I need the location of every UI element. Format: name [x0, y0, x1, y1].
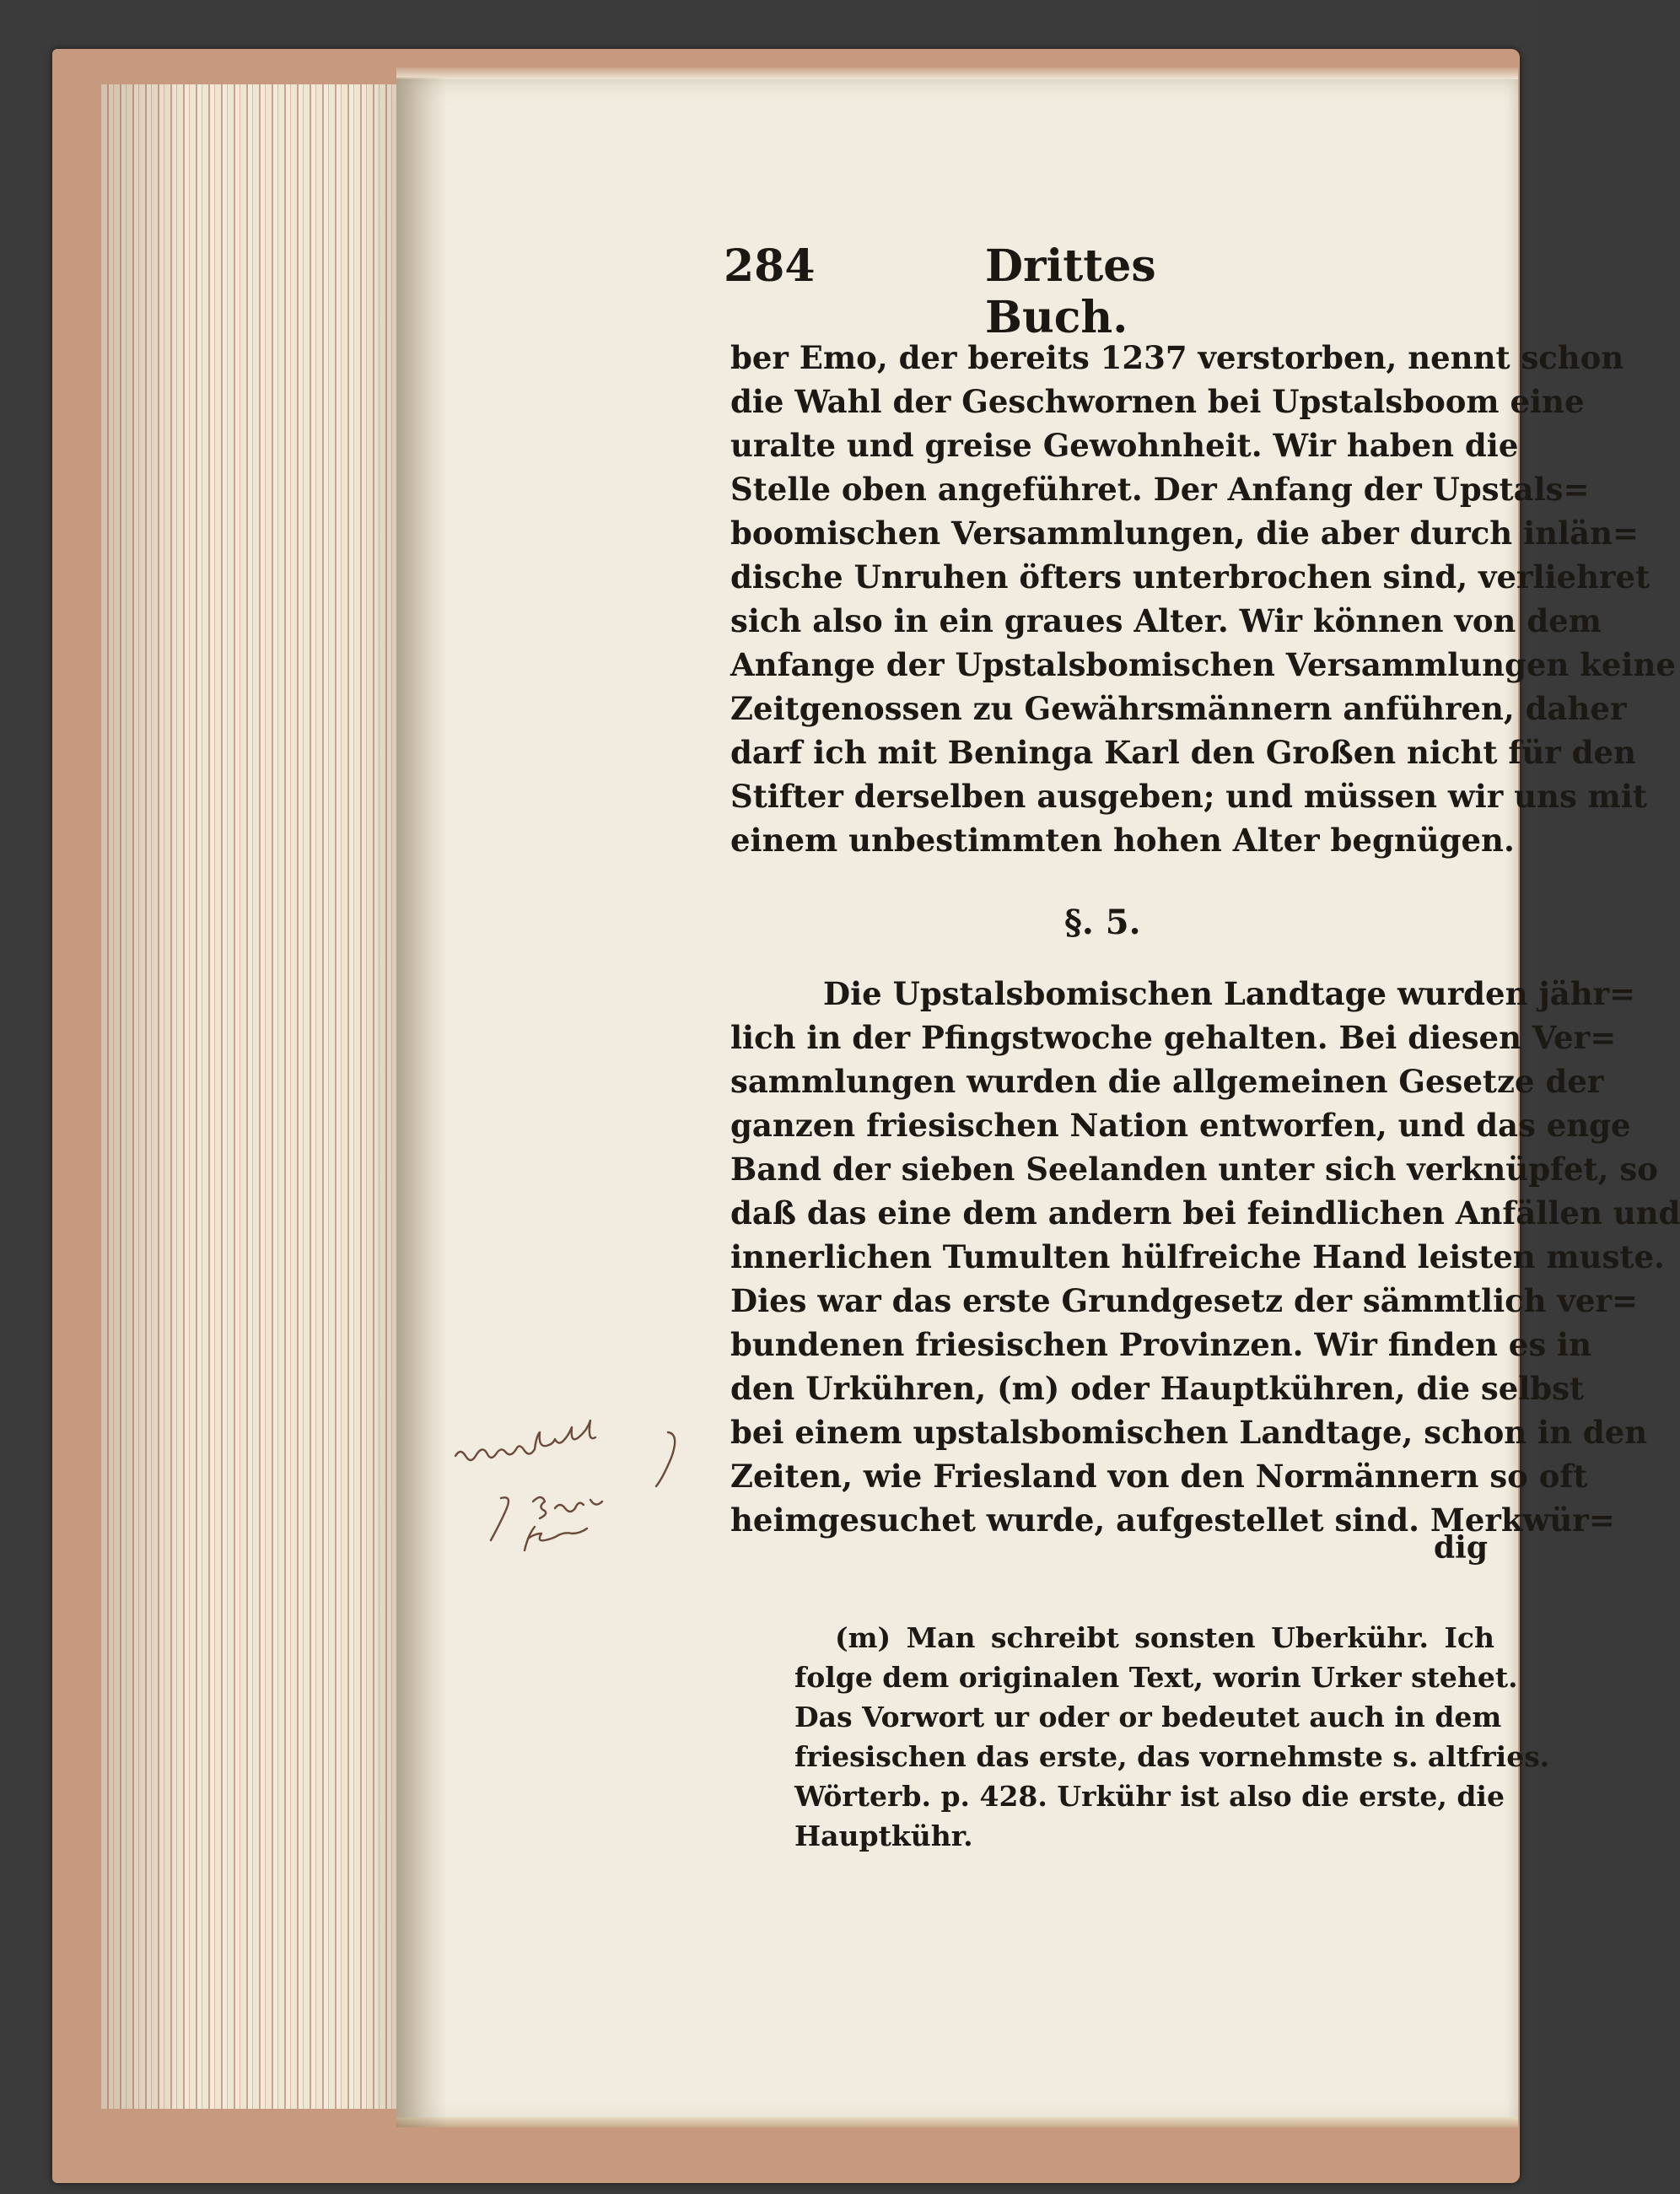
page-bottom-edge — [396, 2117, 1518, 2127]
footnote-line: friesischen das erste, das vornehmste s. altfries. — [794, 1740, 1550, 1773]
text-line: ber Emo, der bereits 1237 verstorben, nennt schon — [730, 339, 1624, 376]
running-head: Drittes Buch. — [985, 240, 1156, 343]
text-line: darf ich mit Beninga Karl den Großen nicht für den — [730, 734, 1636, 771]
text-line: einem unbestimmten hohen Alter begnügen. — [730, 822, 1515, 859]
page-block-shadow — [101, 84, 405, 2109]
text-line: Stelle oben angeführet. Der Anfang der Upstals= — [730, 471, 1590, 508]
page-number: 284 — [724, 240, 816, 292]
text-line: die Wahl der Geschwornen bei Upstalsboom eine — [730, 383, 1585, 420]
text-line: bundenen friesischen Provinzen. Wir finden es in — [730, 1326, 1591, 1363]
handwritten-marginalia — [447, 1424, 717, 1593]
footnote-line: Hauptkühr. — [794, 1819, 973, 1852]
footnote-line: Wörterb. p. 428. Urkühr ist also die erste, die — [794, 1780, 1505, 1813]
text-line: heimgesuchet wurde, aufgestellet sind. Merkwür= — [730, 1501, 1615, 1539]
text-line: boomischen Versammlungen, die aber durch inlän= — [730, 515, 1639, 552]
footnote-line: Das Vorwort ur oder or bedeutet auch in dem — [794, 1701, 1502, 1733]
catchword: dig — [1434, 1530, 1489, 1566]
section-heading: §. 5. — [1064, 903, 1141, 942]
text-line: sammlungen wurden die allgemeinen Gesetze der — [730, 1063, 1604, 1100]
footnote-line: (m) Man schreibt sonsten Uberkühr. Ich — [835, 1621, 1494, 1654]
text-line: Stifter derselben ausgeben; und müssen wir uns mit — [730, 778, 1647, 815]
text-line: sich also in ein graues Alter. Wir können von dem — [730, 602, 1602, 639]
text-line: Zeitgenossen zu Gewährsmännern anführen, daher — [730, 690, 1627, 727]
text-line: daß das eine dem andern bei feindlichen Anfällen und — [730, 1194, 1680, 1232]
text-line: bei einem upstalsbomischen Landtage, schon in den — [730, 1414, 1648, 1451]
text-line: ganzen friesischen Nation entworfen, und das enge — [730, 1107, 1631, 1144]
text-line: lich in der Pfingstwoche gehalten. Bei diesen Ver= — [730, 1019, 1617, 1056]
text-line: Anfange der Upstalsbomischen Versammlungen keine — [730, 646, 1676, 683]
text-line: Band der sieben Seelanden unter sich verknüpfet, so — [730, 1151, 1658, 1188]
page-header — [724, 240, 1314, 343]
text-line: den Urkühren, (m) oder Hauptkühren, die selbst — [730, 1370, 1585, 1407]
gutter-shadow — [396, 78, 447, 2127]
text-line: Die Upstalsbomischen Landtage wurden jähr= — [823, 975, 1636, 1012]
text-line: innerlichen Tumulten hülfreiche Hand leisten muste. — [730, 1238, 1665, 1275]
text-line: uralte und greise Gewohnheit. Wir haben die — [730, 427, 1519, 464]
text-line: Dies war das erste Grundgesetz der sämmtlich ver= — [730, 1282, 1638, 1319]
page-top-edge — [396, 67, 1518, 79]
footnote-m — [794, 1618, 1550, 1856]
text-line: Zeiten, wie Friesland von den Normännern so oft — [730, 1458, 1588, 1495]
text-line: dische Unruhen öfters unterbrochen sind, verliehret — [730, 558, 1650, 596]
footnote-line: folge dem originalen Text, worin Urker stehet. — [794, 1661, 1518, 1694]
paragraph-1 — [730, 336, 1676, 862]
paragraph-2 — [730, 972, 1680, 1542]
